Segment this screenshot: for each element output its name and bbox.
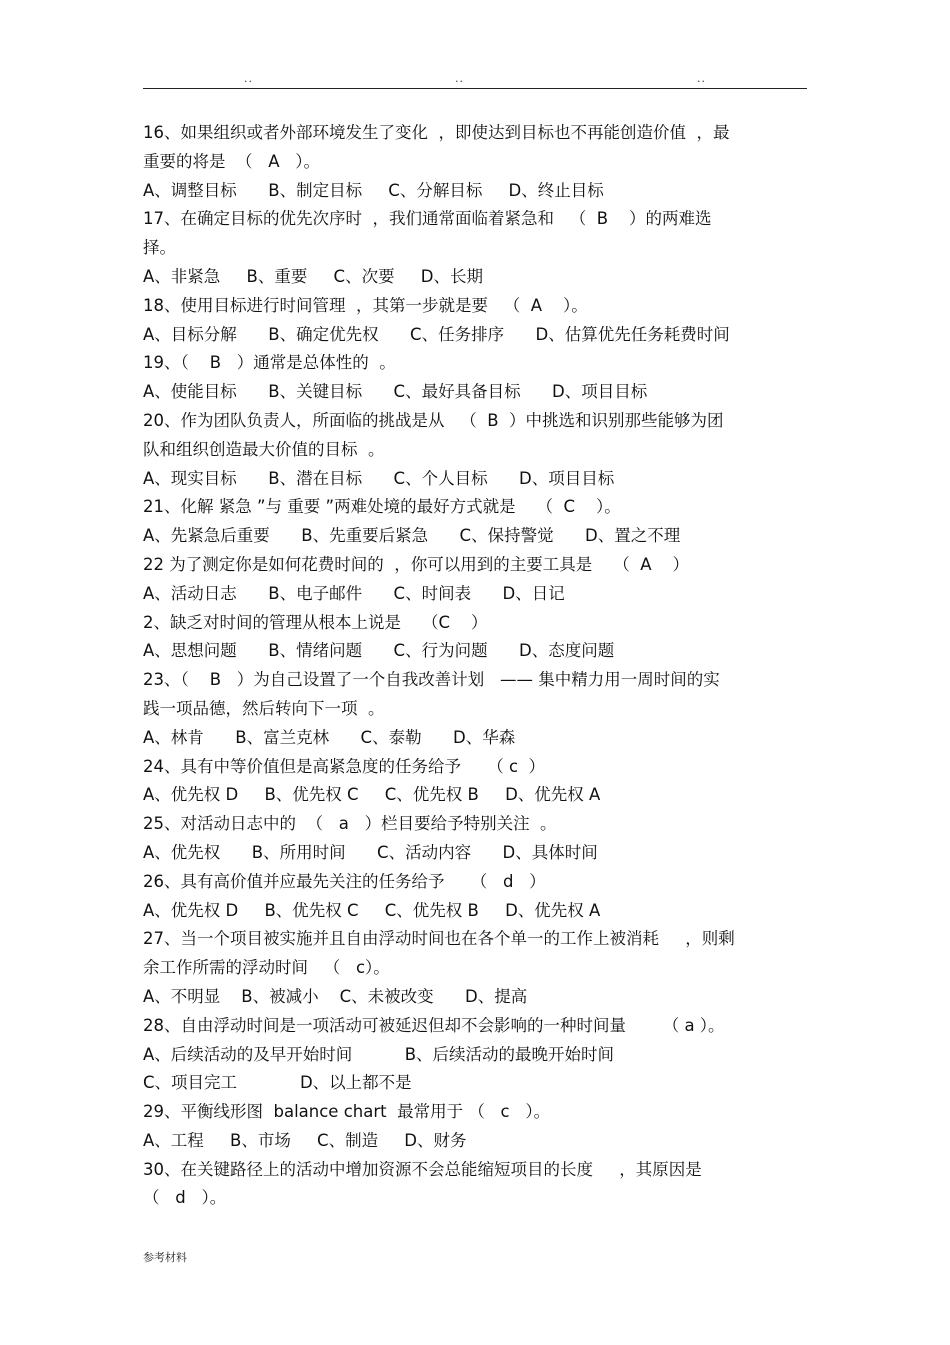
text-line: 25、对活动日志中的 （ a ）栏目要给予特别关注 。: [143, 814, 557, 834]
text-line: 队和组织创造最大价值的目标 。: [143, 439, 385, 459]
header-divider: [143, 88, 807, 89]
text-line: A、优先权 D B、优先权 C C、优先权 B D、优先权 A: [143, 900, 601, 920]
text-line: （ d ）。: [143, 1188, 227, 1208]
text-line: A、优先权 D B、优先权 C C、优先权 B D、优先权 A: [143, 785, 601, 805]
text-line: 19、（ B ）通常是总体性的 。: [143, 353, 396, 373]
text-line: 重要的将是 （ A ）。: [143, 151, 320, 171]
text-line: 26、具有高价值并应最先关注的任务给予 （ d ）: [143, 871, 546, 891]
text-line: A、目标分解 B、确定优先权 C、任务排序 D、估算优先任务耗费时间: [143, 324, 730, 344]
text-line: 24、具有中等价值但是高紧急度的任务给予 （ c ）: [143, 756, 546, 776]
header-mark-2: ..: [455, 72, 464, 85]
text-line: 17、在确定目标的优先次序时 ，我们通常面临着紧急和 （ B ）的两难选: [143, 209, 712, 229]
text-line: 22 为了测定你是如何花费时间的 ，你可以用到的主要工具是 （ A ）: [143, 554, 689, 574]
text-line: A、使能目标 B、关键目标 C、最好具备目标 D、项目目标: [143, 382, 648, 402]
footer-label: 参考材料: [143, 1251, 187, 1264]
question-list: [143, 119, 807, 1213]
text-line: 29、平衡线形图 balance chart 最常用于 （ c ）。: [143, 1102, 551, 1122]
text-line: 30、在关键路径上的活动中增加资源不会总能缩短项目的长度 ，其原因是: [143, 1159, 702, 1179]
text-line: A、思想问题 B、情绪问题 C、行为问题 D、态度问题: [143, 641, 615, 661]
text-line: A、林肯 B、富兰克林 C、泰勒 D、华森: [143, 727, 516, 747]
text-line: 余工作所需的浮动时间 （ c）。: [143, 958, 390, 978]
header-mark-3: ..: [697, 72, 706, 85]
text-line: A、不明显 B、被减小 C、未被改变 D、提高: [143, 986, 528, 1006]
text-line: A、后续活动的及早开始时间 B、后续活动的最晚开始时间: [143, 1044, 615, 1064]
text-line: A、先紧急后重要 B、先重要后紧急 C、保持警觉 D、置之不理: [143, 526, 681, 546]
text-line: A、活动日志 B、电子邮件 C、时间表 D、日记: [143, 583, 565, 603]
text-line: 21、化解 紧急 ”与 重要 ”两难处境的最好方式就是 （ C ）。: [143, 497, 621, 517]
text-line: 20、作为团队负责人，所面临的挑战是从 （ B ）中挑选和识别那些能够为团: [143, 410, 724, 430]
text-line: A、调整目标 B、制定目标 C、分解目标 D、终止目标: [143, 180, 604, 200]
text-line: 27、当一个项目被实施并且自由浮动时间也在各个单一的工作上被消耗 ，则剩: [143, 929, 735, 949]
text-line: A、现实目标 B、潜在目标 C、个人目标 D、项目目标: [143, 468, 615, 488]
text-line: 16、如果组织或者外部环境发生了变化 ，即使达到目标也不再能创造价值 ，最: [143, 123, 730, 142]
text-line: 23、（ B ）为自己设置了一个自我改善计划 —— 集中精力用一周时间的实: [143, 670, 720, 690]
text-line: 择。: [143, 238, 176, 258]
text-line: 18、使用目标进行时间管理 ，其第一步就是要 （ A ）。: [143, 295, 588, 315]
header-mark-1: ..: [244, 72, 253, 85]
text-line: A、优先权 B、所用时间 C、活动内容 D、具体时间: [143, 842, 598, 862]
text-line: 2、缺乏对时间的管理从根本上说是 （C ）: [143, 612, 488, 632]
text-line: A、工程 B、市场 C、制造 D、财务: [143, 1130, 467, 1150]
text-line: 28、自由浮动时间是一项活动可被延迟但却不会影响的一种时间量 （ a ）。: [143, 1015, 725, 1035]
text-line: A、非紧急 B、重要 C、次要 D、长期: [143, 266, 484, 286]
text-line: C、项目完工 D、以上都不是: [143, 1073, 412, 1093]
text-line: 践一项品德，然后转向下一项 。: [143, 698, 385, 718]
